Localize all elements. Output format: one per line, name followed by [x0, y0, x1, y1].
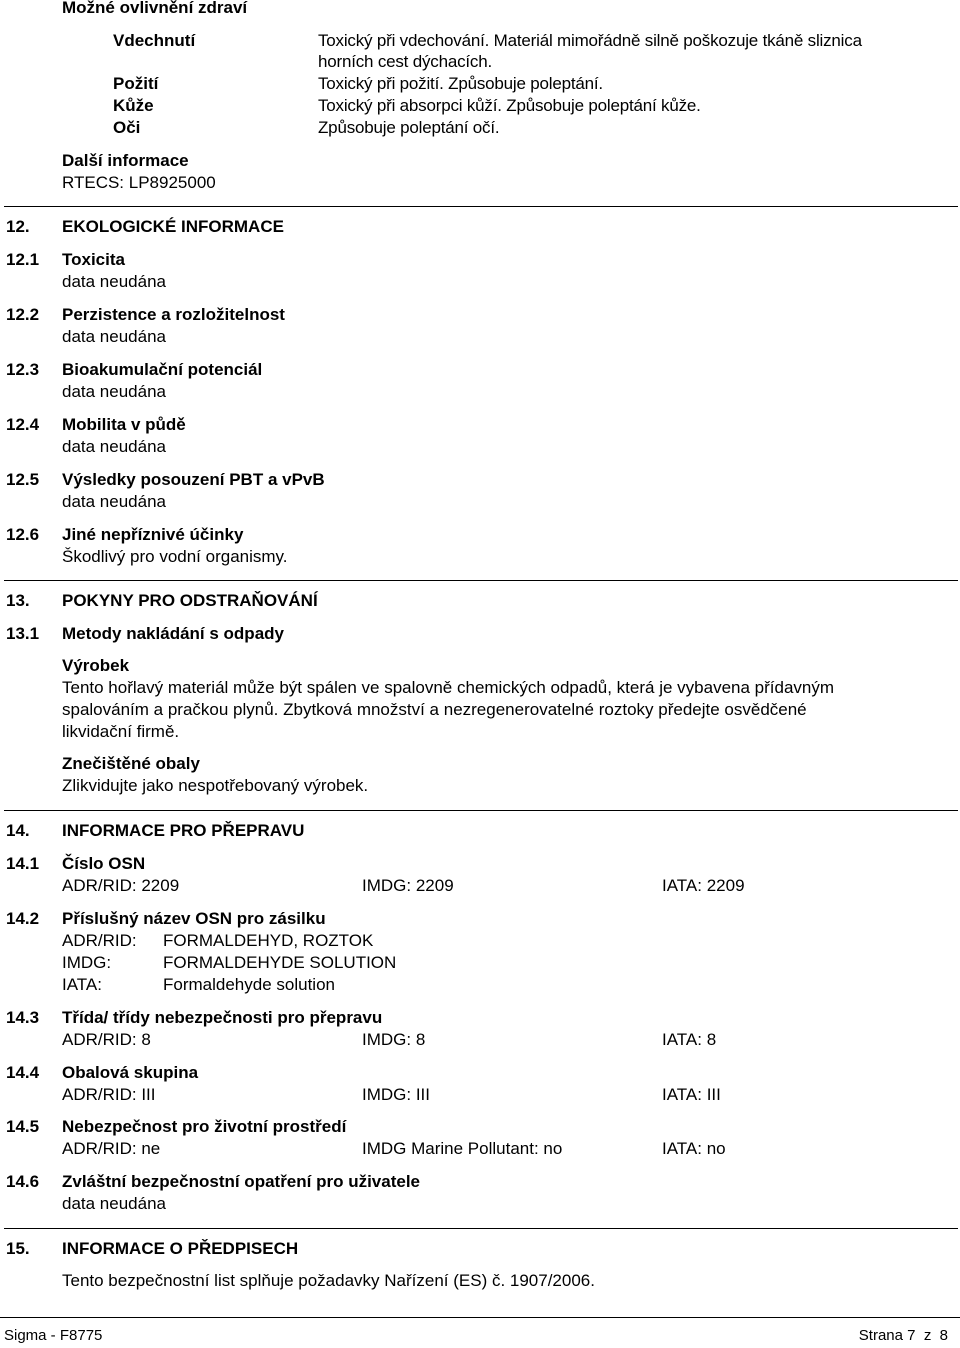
route-inhalation-text-line2: horních cest dýchacích.: [318, 52, 492, 71]
subsection-number: 14.5: [6, 1117, 40, 1136]
subsection-title: Perzistence a rozložitelnost: [62, 305, 285, 324]
subsection-title: Obalová skupina: [62, 1063, 199, 1082]
section-12-number: 12.: [6, 217, 30, 236]
subsection-title: Příslušný název OSN pro zásilku: [62, 909, 326, 928]
section-divider: [4, 810, 958, 811]
un-imdg-value: IMDG: 2209: [362, 876, 454, 895]
subsection-title: Zvláštní bezpečnostní opatření pro uživatele: [62, 1172, 421, 1191]
subsection-number: 13.1: [6, 624, 40, 643]
rtecs-number: RTECS: LP8925000: [62, 173, 216, 192]
env-adr-value: ADR/RID: ne: [62, 1139, 161, 1158]
product-text-line1: Tento hořlavý materiál může být spálen ve spalovně chemických odpadů, která je vybavena přídavným: [62, 678, 835, 697]
subsection-title: Metody nakládání s odpady: [62, 624, 284, 643]
class-iata-value: IATA: 8: [662, 1030, 717, 1049]
subsection-title: Výsledky posouzení PBT a vPvB: [62, 470, 325, 489]
route-inhalation-text-line1: Toxický při vdechování. Materiál mimořádně silně poškozuje tkáně sliznica: [318, 31, 862, 50]
packaging-text: Zlikvidujte jako nespotřebovaný výrobek.: [62, 776, 369, 795]
product-heading: Výrobek: [62, 656, 130, 675]
env-iata-value: IATA: no: [662, 1139, 726, 1158]
section-divider: [4, 1228, 958, 1229]
un-adr-value: ADR/RID: 2209: [62, 876, 180, 895]
subsection-number: 12.6: [6, 525, 40, 544]
shipping-name-label: IATA:: [62, 975, 102, 994]
subsection-value: data neudána: [62, 327, 166, 346]
subsection-title: Jiné nepříznivé účinky: [62, 525, 244, 544]
subsection-value: data neudána: [62, 1194, 166, 1213]
subsection-number: 14.4: [6, 1063, 40, 1082]
section-divider: [4, 206, 958, 207]
route-skin-text: Toxický při absorpci kůží. Způsobuje poleptání kůže.: [318, 96, 701, 115]
footer-product-code: Sigma - F8775: [4, 1327, 103, 1344]
class-imdg-value: IMDG: 8: [362, 1030, 426, 1049]
subsection-title: Nebezpečnost pro životní prostředí: [62, 1117, 347, 1136]
route-skin-label: Kůže: [113, 96, 154, 115]
shipping-name-value: FORMALDEHYD, ROZTOK: [163, 931, 374, 950]
section-15-title: INFORMACE O PŘEDPISECH: [62, 1239, 299, 1258]
regulation-text: Tento bezpečnostní list splňuje požadavky Nařízení (ES) č. 1907/2006.: [62, 1271, 595, 1290]
subsection-number: 12.2: [6, 305, 40, 324]
route-ingestion-label: Požití: [113, 74, 159, 93]
shipping-name-value: FORMALDEHYDE SOLUTION: [163, 953, 397, 972]
subsection-number: 14.3: [6, 1008, 40, 1027]
subsection-number: 12.5: [6, 470, 40, 489]
section-12-title: EKOLOGICKÉ INFORMACE: [62, 217, 284, 236]
route-inhalation-label: Vdechnutí: [113, 31, 196, 50]
packing-iata-value: IATA: III: [662, 1085, 721, 1104]
subsection-title: Mobilita v půdě: [62, 415, 186, 434]
section-14-number: 14.: [6, 821, 30, 840]
packing-adr-value: ADR/RID: III: [62, 1085, 156, 1104]
subsection-number: 14.1: [6, 854, 40, 873]
class-adr-value: ADR/RID: 8: [62, 1030, 151, 1049]
packaging-heading: Znečištěné obaly: [62, 754, 200, 773]
section-divider: [4, 580, 958, 581]
section-13-number: 13.: [6, 591, 30, 610]
env-imdg-value: IMDG Marine Pollutant: no: [362, 1139, 563, 1158]
shipping-name-label: ADR/RID:: [62, 931, 137, 950]
section-15-number: 15.: [6, 1239, 30, 1258]
subsection-value: Škodlivý pro vodní organismy.: [62, 547, 288, 566]
subsection-number: 14.6: [6, 1172, 40, 1191]
route-eyes-label: Oči: [113, 118, 141, 137]
subsection-value: data neudána: [62, 272, 166, 291]
subsection-title: Třída/ třídy nebezpečnosti pro přepravu: [62, 1008, 383, 1027]
product-text-line2: spalováním a pračkou plynů. Zbytková množství a nezregenerovatelné roztoky předejte osvědčené: [62, 700, 807, 719]
route-ingestion-text: Toxický při požití. Způsobuje poleptání.: [318, 74, 603, 93]
shipping-name-value: Formaldehyde solution: [163, 975, 335, 994]
subsection-value: data neudána: [62, 492, 166, 511]
further-info-heading: Další informace: [62, 151, 189, 170]
section-14-title: INFORMACE PRO PŘEPRAVU: [62, 821, 305, 840]
subsection-value: data neudána: [62, 437, 166, 456]
subsection-title: Bioakumulační potenciál: [62, 360, 263, 379]
subsection-value: data neudána: [62, 382, 166, 401]
subsection-number: 12.3: [6, 360, 40, 379]
product-text-line3: likvidační firmě.: [62, 722, 180, 741]
packing-imdg-value: IMDG: III: [362, 1085, 430, 1104]
subsection-number: 12.4: [6, 415, 40, 434]
section-13-title: POKYNY PRO ODSTRAŇOVÁNÍ: [62, 591, 318, 610]
health-effects-heading: Možné ovlivnění zdraví: [62, 0, 248, 17]
un-iata-value: IATA: 2209: [662, 876, 745, 895]
subsection-title: Toxicita: [62, 250, 125, 269]
route-eyes-text: Způsobuje poleptání očí.: [318, 118, 500, 137]
subsection-title: Číslo OSN: [62, 854, 146, 873]
footer-page-number: Strana 7 z 8: [858, 1327, 948, 1344]
shipping-name-label: IMDG:: [62, 953, 112, 972]
subsection-number: 12.1: [6, 250, 40, 269]
footer-divider: [0, 1317, 960, 1318]
subsection-number: 14.2: [6, 909, 40, 928]
